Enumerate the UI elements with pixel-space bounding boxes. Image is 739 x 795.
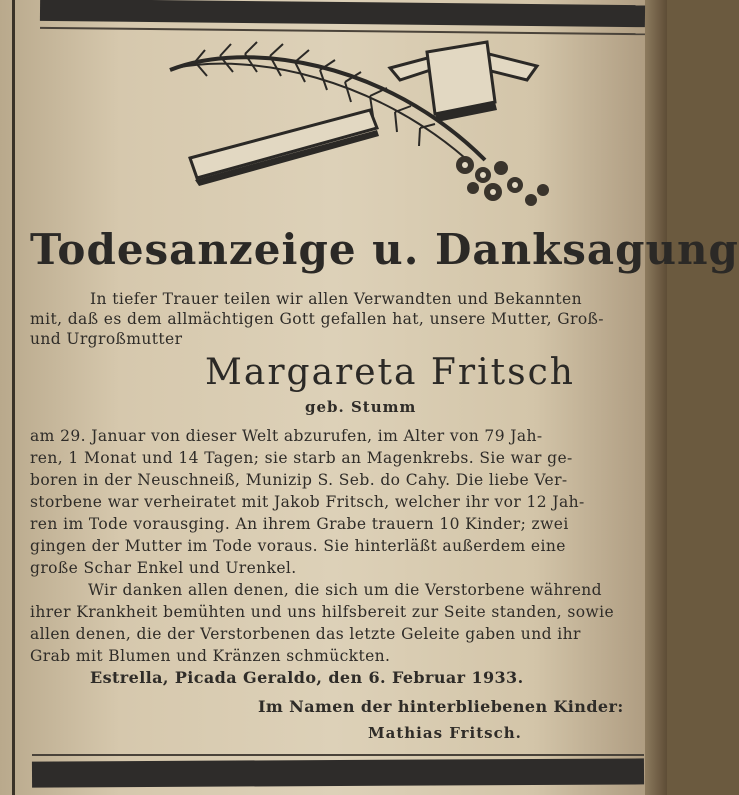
body-line-7: große Schar Enkel und Urenkel.: [30, 559, 297, 577]
maiden-name: geb. Stumm: [305, 398, 417, 416]
body-line-4: storbene war verheiratet mit Jakob Fritsch, welcher ihr vor 12 Jah-: [30, 493, 585, 511]
body-line-6: gingen der Mutter im Tode voraus. Sie hinterläßt außerdem eine: [30, 537, 566, 555]
place-and-date: Estrella, Picada Geraldo, den 6. Februar 1933.: [90, 668, 524, 687]
notice-title: Todesanzeige u. Danksagung: [30, 225, 739, 274]
top-border-bar: [40, 0, 645, 27]
page-edge: [645, 0, 667, 795]
body-line-1: am 29. Januar von dieser Welt abzurufen, im Alter von 79 Jah-: [30, 427, 543, 445]
thanks-line-1: Wir danken allen denen, die sich um die Verstorbene während: [88, 581, 602, 599]
body-line-5: ren im Tode vorausging. An ihrem Grabe trauern 10 Kinder; zwei: [30, 515, 569, 533]
body-line-2: ren, 1 Monat und 14 Tagen; sie starb an Magenkrebs. Sie war ge-: [30, 449, 573, 467]
intro-line-3: und Urgroßmutter: [30, 330, 183, 348]
thanks-line-2: ihrer Krankheit bemühten und uns hilfsbereit zur Seite standen, sowie: [30, 603, 615, 621]
column-rule: [12, 0, 15, 795]
thanks-line-4: Grab mit Blumen und Kränzen schmückten.: [30, 647, 391, 665]
bottom-border-bar: [32, 758, 644, 787]
top-border-line: [40, 27, 645, 35]
cross-and-palm-icon: [165, 40, 560, 215]
deceased-name: Margareta Fritsch: [205, 352, 575, 393]
thanks-line-3: allen denen, die der Verstorbenen das letzte Geleite gaben und ihr: [30, 625, 581, 643]
signer-name: Mathias Fritsch.: [368, 724, 522, 742]
bottom-border-line: [32, 754, 644, 756]
intro-line-2: mit, daß es dem allmächtigen Gott gefallen hat, unsere Mutter, Groß-: [30, 310, 604, 328]
on-behalf-line: Im Namen der hinterbliebenen Kinder:: [258, 697, 624, 716]
body-line-3: boren in der Neuschneiß, Munizip S. Seb. do Cahy. Die liebe Ver-: [30, 471, 568, 489]
intro-line-1: In tiefer Trauer teilen wir allen Verwandten und Bekannten: [90, 290, 582, 308]
